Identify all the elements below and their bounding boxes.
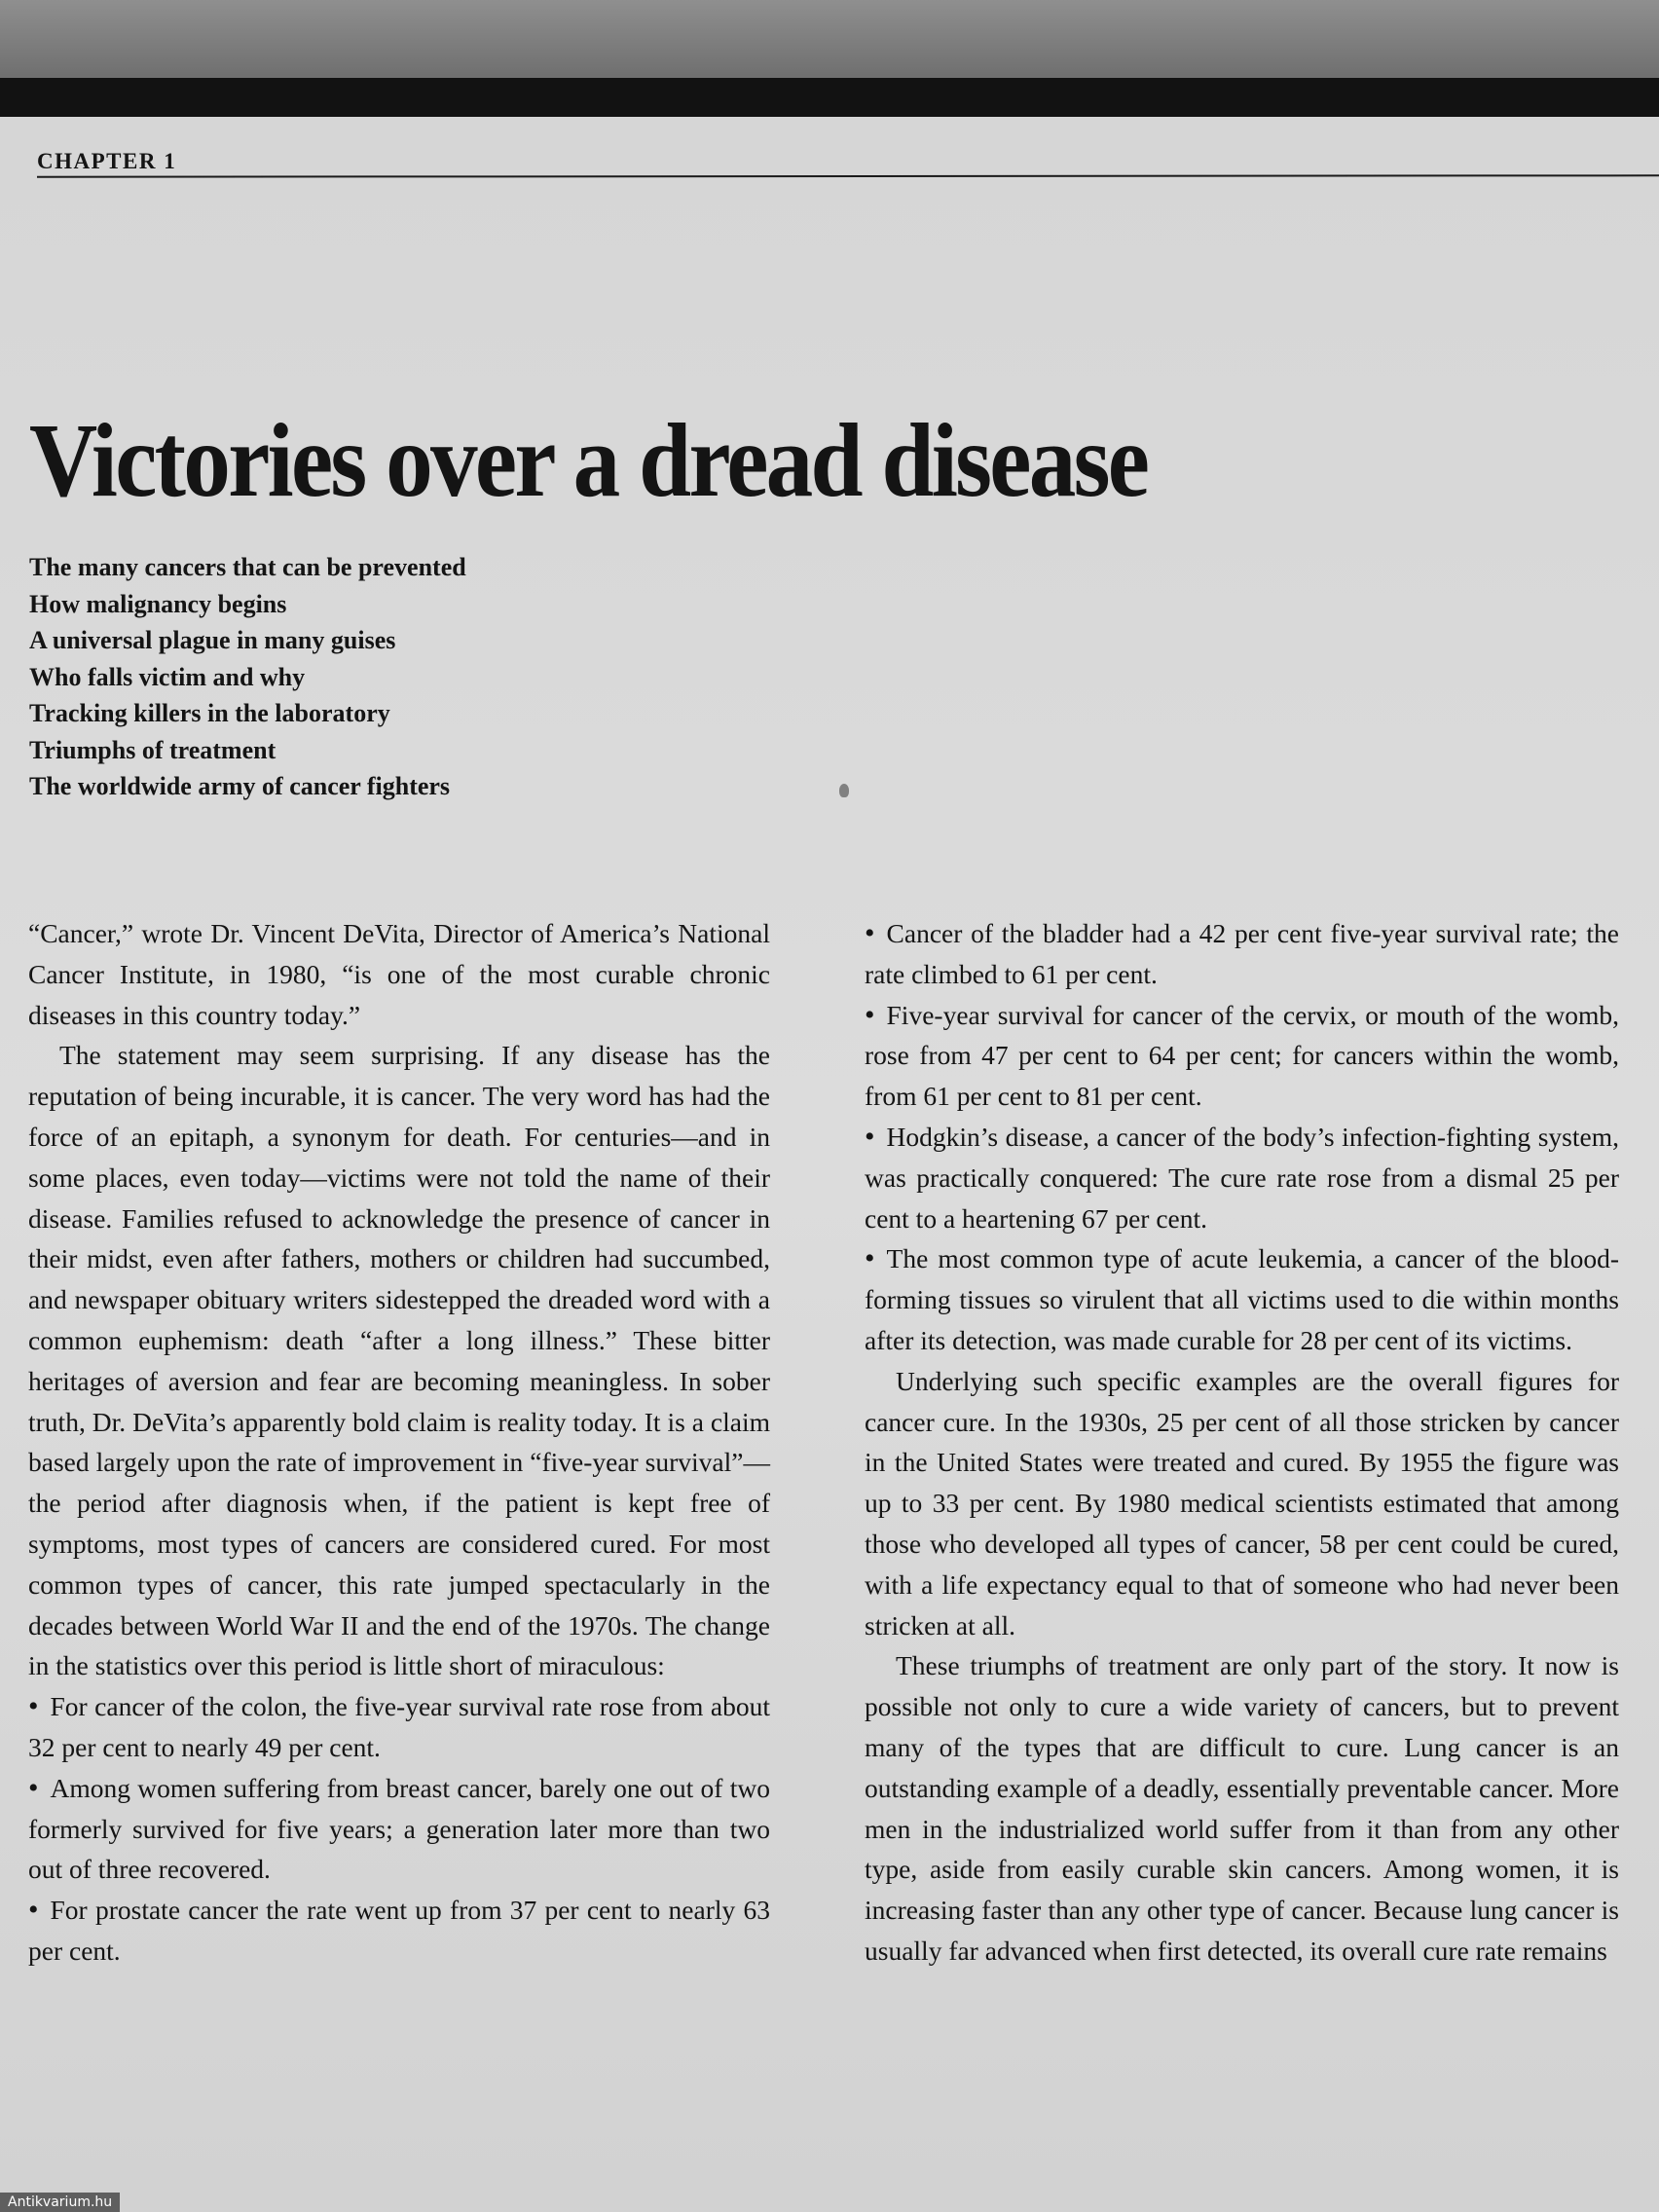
bullet-paragraph bbox=[865, 1238, 1619, 1360]
bullet-text: For cancer of the colon, the five-year survival rate rose from about 32 per cent to nearly 49 per cent. bbox=[28, 1691, 770, 1762]
right-column bbox=[865, 913, 1619, 1972]
bullet-text: Among women suffering from breast cancer, barely one out of two formerly survived for five years; a generation later more than two out of three recovered. bbox=[28, 1772, 770, 1885]
chapter-rule bbox=[37, 174, 1659, 177]
book-page bbox=[0, 117, 1659, 2212]
topic-list bbox=[29, 549, 466, 805]
bullet-paragraph bbox=[865, 913, 1619, 995]
dust-speck bbox=[839, 784, 849, 797]
bullet-paragraph bbox=[28, 1686, 770, 1768]
chapter-label: CHAPTER 1 bbox=[37, 149, 177, 173]
topic-item: The many cancers that can be prevented bbox=[29, 553, 466, 581]
body-paragraph: Underlying such specific examples are the overall figures for cancer cure. In the 1930s, 25 per cent of all those stricken by cancer in the United States were treated and cured. By 1955 the figure was up to 33 per cent. By 1980 medical scientists estimated that among those who developed all types of cancer, 58 per cent could be cured, with a life expectancy equal to that of someone who had never been stricken at all. bbox=[865, 1365, 1619, 1641]
topic-item: A universal plague in many guises bbox=[29, 626, 396, 654]
topic-item: The worldwide army of cancer fighters bbox=[29, 772, 451, 800]
watermark: Antikvarium.hu bbox=[0, 2193, 120, 2212]
topic-item: Who falls victim and why bbox=[29, 662, 306, 691]
chapter-title: Victories over a dread disease bbox=[29, 403, 1148, 519]
bullet-paragraph bbox=[865, 995, 1619, 1117]
bullet-text: Hodgkin’s disease, a cancer of the body’s infection-fighting system, was practically conquered: The cure rate rose from a dismal 25 per cent to a heartening 67 per cent. bbox=[865, 1121, 1619, 1234]
bullet-text: Cancer of the bladder had a 42 per cent five-year survival rate; the rate climbed to 61 per cent. bbox=[865, 918, 1619, 989]
bullet-text: Five-year survival for cancer of the cervix, or mouth of the womb, rose from 47 per cent to 64 per cent; for cancers within the womb, from 61 per cent to 81 per cent. bbox=[865, 999, 1619, 1112]
page-edge-shadow bbox=[0, 78, 1659, 119]
bullet-paragraph bbox=[28, 1890, 770, 1972]
background-surface bbox=[0, 0, 1659, 78]
body-paragraph: These triumphs of treatment are only part of the story. It now is possible not only to cure a wide variety of cancers, but to prevent many of the types that are difficult to cure. Lung cancer is an outstanding example of a deadly, essentially preventable cancer. More men in the industrialized world suffer from it than from any other type, aside from easily curable skin cancers. Among women, it is increasing faster than any other type of cancer. Because lung cancer is usually far advanced when first detected, its overall cure rate remains bbox=[865, 1650, 1619, 1966]
body-paragraph: The statement may seem surprising. If any disease has the reputation of being incurable, it is cancer. The very word has had the force of an epitaph, a synonym for death. For centuries—and in some places, even today—victims were not told the name of their disease. Families refused to acknowledge the presence of cancer in their midst, even after fathers, mothers or children had succumbed, and newspaper obituary writers sidestepped the dreaded word with a common euphemism: death “after a long illness.” These bitter heritages of aversion and fear are becoming meaningless. In sober truth, Dr. DeVita’s apparently bold claim is reality today. It is a claim based largely upon the rate of improvement in “five-year survival”—the period after diagnosis when, if the patient is kept free of symptoms, most types of cancers are considered cured. For most common types of cancer, this rate jumped spectacularly in the decades between World War II and the end of the 1970s. The change in the statistics over this period is little short of miraculous: bbox=[28, 1040, 770, 1681]
bullet-paragraph bbox=[865, 1117, 1619, 1238]
topic-item: How malignancy begins bbox=[29, 589, 287, 618]
bullet-text: For prostate cancer the rate went up from 37 per cent to nearly 63 per cent. bbox=[28, 1895, 770, 1966]
topic-item: Triumphs of treatment bbox=[29, 735, 276, 764]
bullet-paragraph bbox=[28, 1768, 770, 1890]
bullet-text: The most common type of acute leukemia, a cancer of the blood-forming tissues so virulent that all victims used to die within months after its detection, was made curable for 28 per cent of its victims. bbox=[865, 1243, 1619, 1355]
topic-item: Tracking killers in the laboratory bbox=[29, 699, 390, 727]
left-column bbox=[28, 913, 770, 1972]
body-paragraph: “Cancer,” wrote Dr. Vincent DeVita, Director of America’s National Cancer Institute, in 1980, “is one of the most curable chronic diseases in this country today.” bbox=[28, 918, 770, 1030]
